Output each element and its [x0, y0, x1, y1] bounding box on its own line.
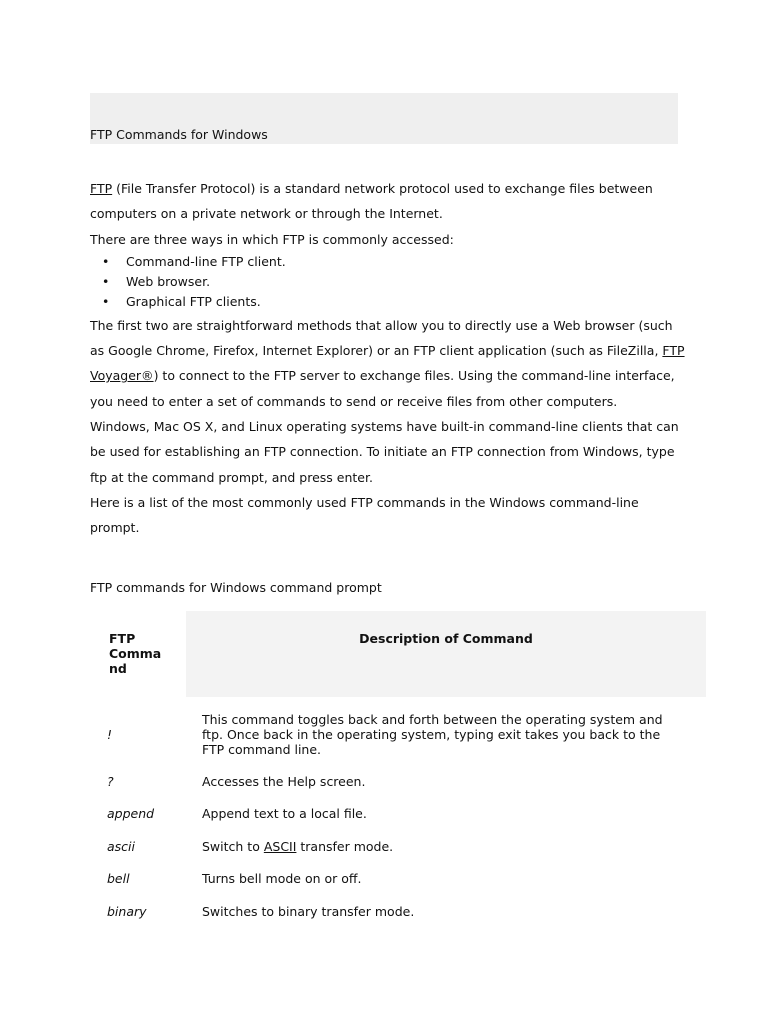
- table-row: [90, 863, 706, 896]
- methods-paragraph: [90, 313, 690, 414]
- list-item: • Web browser.: [90, 272, 690, 292]
- header-command: [90, 611, 186, 697]
- header-command-line: Comma: [109, 646, 162, 661]
- access-methods-list: [90, 252, 690, 313]
- methods-text-1: The first two are straightforward methods that allow you to directly use a Web browser (such as Google Chrome, Firefox, Internet Explorer) or an FTP client application (such as FileZilla,: [90, 317, 673, 359]
- description-text: transfer mode.: [296, 838, 394, 854]
- command-cell: !: [107, 726, 113, 742]
- table-row: [90, 765, 706, 798]
- command-cell: bell: [107, 871, 130, 887]
- command-cell: binary: [107, 903, 147, 919]
- command-cell: append: [107, 806, 155, 822]
- description-cell: Switches to binary transfer mode.: [202, 903, 415, 919]
- intro-paragraph: [90, 176, 690, 227]
- header-command-line: nd: [109, 661, 127, 676]
- description-cell: Append text to a local file.: [202, 806, 367, 822]
- methods-text-2: ) to connect to the FTP server to exchange files. Using the command-line interface, you need to enter a set of commands to send or receive files from other computers.: [90, 368, 675, 409]
- body-text: [90, 176, 690, 540]
- table-header-row: [90, 611, 706, 697]
- header-description: Description of Command: [186, 611, 706, 697]
- command-cell: ?: [107, 773, 114, 789]
- list-item: • Graphical FTP clients.: [90, 292, 690, 312]
- intro-text: (File Transfer Protocol) is a standard network protocol used to exchange files between computers on a private network or through the Internet.: [90, 181, 653, 222]
- ways-intro: There are three ways in which FTP is commonly accessed:: [90, 231, 454, 247]
- table-row: [90, 798, 706, 831]
- clients-paragraph: Windows, Mac OS X, and Linux operating systems have built-in command-line clients that can be used for establishing an FTP connection. To initiate an FTP connection from Windows, type ftp at the command prompt, and press enter.: [90, 418, 679, 485]
- table-caption: FTP commands for Windows command prompt: [90, 580, 382, 595]
- header-command-line: FTP: [109, 631, 136, 646]
- description-cell: Turns bell mode on or off.: [202, 871, 362, 887]
- ascii-link[interactable]: ASCII: [263, 838, 297, 854]
- table-row: [90, 830, 706, 863]
- ftp-link[interactable]: FTP: [90, 181, 113, 196]
- description-cell: This command toggles back and forth between the operating system and ftp. Once back in the operating system, typing exit takes you back to the FTP command line.: [202, 711, 663, 757]
- page-title: FTP Commands for Windows: [90, 127, 268, 142]
- table-row: [90, 697, 706, 765]
- command-cell: ascii: [107, 838, 135, 854]
- table-row: [90, 895, 706, 928]
- list-intro-paragraph: Here is a list of the most commonly used FTP commands in the Windows command-line prompt.: [90, 494, 639, 536]
- description-cell: [186, 830, 706, 863]
- list-item: • Command-line FTP client.: [90, 252, 690, 272]
- description-text: Switch to: [202, 838, 264, 854]
- description-cell: Accesses the Help screen.: [202, 773, 366, 789]
- ftp-voyager-link[interactable]: FTP Voyager®: [90, 343, 685, 384]
- ftp-commands-table: [90, 611, 706, 928]
